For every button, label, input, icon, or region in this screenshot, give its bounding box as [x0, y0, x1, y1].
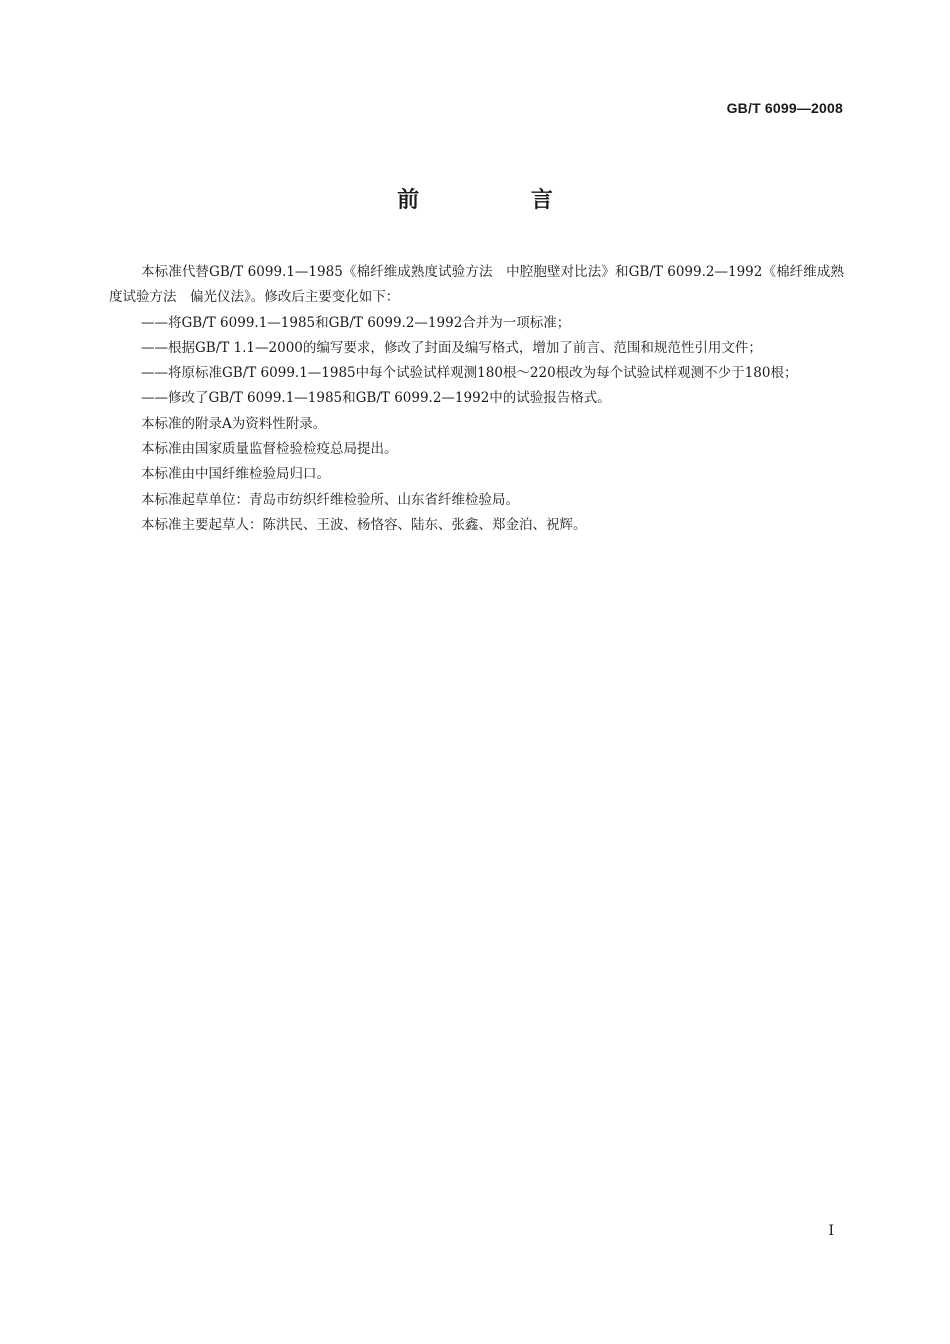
page-number: I [828, 1223, 834, 1239]
drafting-units-statement: 本标准起草单位：青岛市纺织纤维检验所、山东省纤维检验局。 [141, 491, 519, 508]
intro-paragraph: 本标准代替GB/T 6099.1—1985《棉纤维成熟度试验方法 中腔胞壁对比法》和GB/T 6099.2—1992《棉纤维成熟度试验方法 偏光仪法》。修改后主要变化如下： [109, 264, 844, 306]
page-title: 前 言 [397, 188, 605, 213]
foreword-body [109, 260, 844, 538]
proposer-statement: 本标准由国家质量监督检验检疫总局提出。 [141, 441, 398, 458]
appendix-statement: 本标准的附录A为资料性附录。 [141, 415, 327, 432]
change-item-1: ——将GB/T 6099.1—1985和GB/T 6099.2—1992合并为一项标准； [141, 314, 571, 331]
change-item-4: ——修改了GB/T 6099.1—1985和GB/T 6099.2—1992中的试验报告格式。 [141, 390, 611, 407]
change-item-3: ——将原标准GB/T 6099.1—1985中每个试验试样观测180根～220根改为每个试验试样观测不少于180根； [141, 365, 798, 382]
standard-code: GB/T 6099—2008 [726, 100, 843, 116]
administrator-statement: 本标准由中国纤维检验局归口。 [141, 466, 330, 483]
change-item-2: ——根据GB/T 1.1—2000的编写要求，修改了封面及编写格式，增加了前言、范围和规范性引用文件； [141, 339, 762, 356]
drafters-statement: 本标准主要起草人：陈洪民、王波、杨恪容、陆东、张鑫、郑金泊、祝辉。 [141, 516, 587, 533]
